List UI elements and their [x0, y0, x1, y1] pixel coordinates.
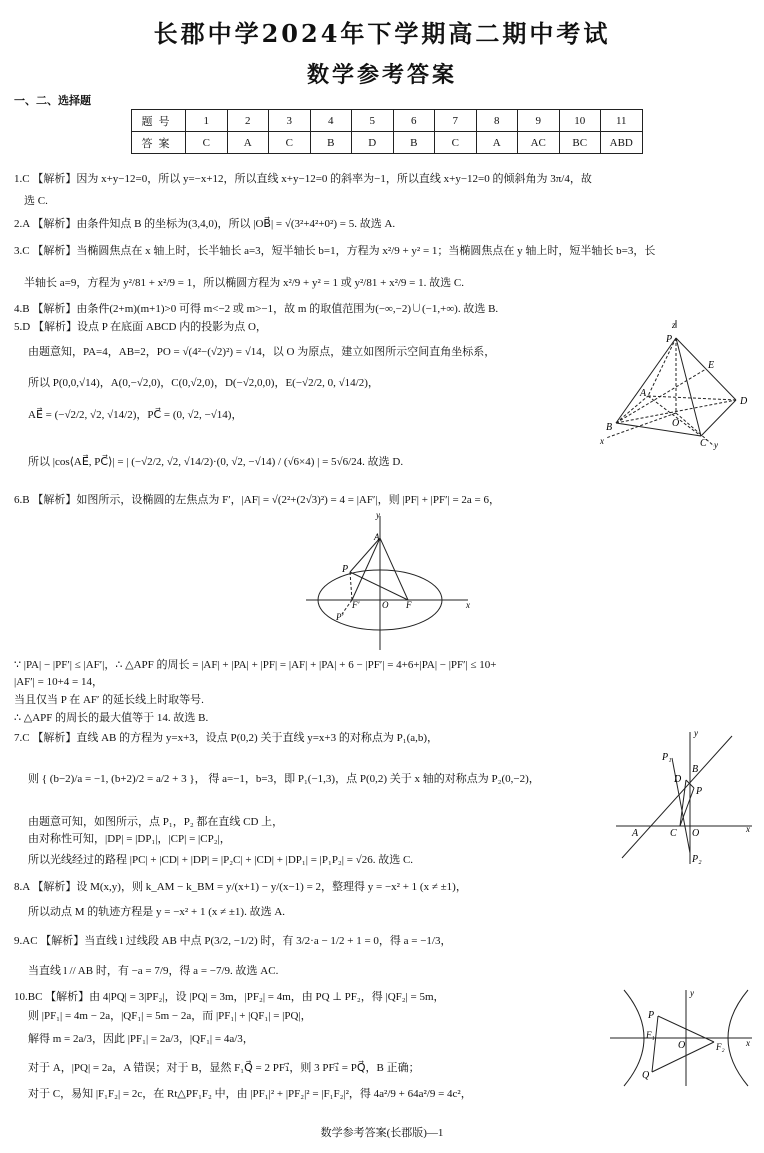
solution-line: 则 { (b−2)/a = −1, (b+2)/2 = a/2 + 3 }， 得 a=−1，b=3，即 P₁(−1,3)，点 P(0,2) 关于 x 轴的对称点为 P₂(0,−2)，	[28, 773, 540, 785]
solution-line: ∵ |PA| − |PF′| ≤ |AF′|，∴ △APF 的周长 = |AF| + |PA| + |PF| = |AF| + |PA| + 6 − |PF′| = 4+6+|PA| − |PF′| ≤ 10+	[14, 659, 497, 671]
reflection-figure	[612, 728, 757, 868]
reflection-label: D	[674, 774, 682, 785]
ellipse-label: F	[406, 600, 412, 610]
solution-line: 2.A 【解析】由条件知点 B 的坐标为(3,4,0)，所以 |OB⃗| = √(3²+4²+0²) = 5. 故选 A.	[14, 218, 396, 230]
ellipse-label: O	[382, 600, 389, 610]
pyramid-label: P	[666, 334, 673, 345]
hyperbola-label: y	[690, 988, 694, 998]
reflection-label: x	[746, 824, 750, 834]
solution-line: 解得 m = 2a/3，因此 |PF₁| = 2a/3，|QF₁| = 4a/3，	[28, 1033, 254, 1045]
question-number: 8	[476, 110, 518, 132]
answer-cell: B	[393, 132, 435, 154]
solution-line: AE⃗ = (−√2/2, √2, √14/2)，PC⃗ = (0, √2, −√14)，	[28, 409, 243, 421]
solution-line: 10.BC 【解析】由 4|PQ| = 3|PF₂|，设 |PQ| = 3m，|PF₂| = 4m，由 PQ ⊥ PF₂，得 |QF₂| = 5m，	[14, 991, 445, 1003]
row-label-number: 题号	[132, 110, 186, 132]
pyramid-label: C	[700, 438, 707, 449]
pyramid-figure	[596, 318, 756, 450]
solution-line: 则 |PF₁| = 4m − 2a，|QF₁| = 5m − 2a，而 |PF₁| + |QF₁| = |PQ|，	[28, 1010, 312, 1022]
solution-line: 3.C 【解析】当椭圆焦点在 x 轴上时，长半轴长 a=3，短半轴长 b=1，方程为 x²/9 + y² = 1；当椭圆焦点在 y 轴上时，短半轴长 b=3，长	[14, 245, 656, 257]
ellipse-label: A	[374, 532, 380, 542]
solution-line: 对于 C，易知 |F₁F₂| = 2c，在 Rt△PF₁F₂ 中，由 |PF₁|² + |PF₂|² = |F₁F₂|²，得 4a²/9 + 64a²/9 = 4c²，	[28, 1088, 472, 1100]
hyperbola-label: F₂	[716, 1042, 725, 1052]
answer-cell: BC	[559, 132, 601, 154]
pyramid-label: A	[640, 388, 647, 399]
pyramid-label: O	[672, 418, 680, 429]
section-heading: 一、二、选择题	[14, 94, 91, 107]
ellipse-figure	[300, 510, 480, 655]
hyperbola-label: Q	[642, 1070, 650, 1081]
solution-line: ∴ △APF 的周长的最大值等于 14. 故选 B.	[14, 712, 209, 724]
reflection-label: P₂	[692, 854, 702, 865]
solution-line: 8.A 【解析】设 M(x,y)，则 k_AM − k_BM = y/(x+1) − y/(x−1) = 2，整理得 y = −x² + 1 (x ≠ ±1)，	[14, 881, 467, 893]
solution-line: 由对称性可知，|DP| = |DP₁|，|CP| = |CP₂|，	[28, 833, 231, 845]
solution-line: 所以 P(0,0,√14)，A(0,−√2,0)，C(0,√2,0)，D(−√2,0,0)，E(−√2/2, 0, √14/2)，	[28, 377, 379, 389]
hyperbola-label: P	[648, 1010, 655, 1021]
exam-title: 长郡中学2024年下学期高二期中考试	[153, 19, 611, 48]
ellipse-label: P′	[336, 612, 344, 622]
answer-cell: D	[352, 132, 394, 154]
answer-table	[131, 109, 643, 154]
pyramid-label: y	[714, 440, 718, 450]
question-number: 6	[393, 110, 435, 132]
row-label-answer: 答案	[132, 132, 186, 154]
reflection-label: O	[692, 828, 700, 839]
answer-cell: C	[269, 132, 311, 154]
ellipse-label: x	[466, 600, 470, 610]
solution-line: 5.D 【解析】设点 P 在底面 ABCD 内的投影为点 O，	[14, 321, 267, 333]
question-number: 4	[310, 110, 352, 132]
answer-cell: ABD	[601, 132, 643, 154]
solution-line: 由题意可知，如图所示，点 P₁，P₂ 都在直线 CD 上，	[28, 816, 284, 828]
reflection-label: A	[632, 828, 639, 839]
solution-line: 4.B 【解析】由条件(2+m)(m+1)>0 可得 m<−2 或 m>−1，故 m 的取值范围为(−∞,−2)∪(−1,+∞). 故选 B.	[14, 303, 499, 315]
pyramid-label: E	[708, 360, 715, 371]
solution-line: 1.C 【解析】因为 x+y−12=0，所以 y=−x+12，所以直线 x+y−12=0 的斜率为−1，所以直线 x+y−12=0 的倾斜角为 3π/4，故	[14, 173, 592, 185]
solution-line: 当直线 l // AB 时，有 −a = 7/9，得 a = −7/9. 故选 AC.	[28, 965, 279, 977]
reflection-label: B	[692, 764, 699, 775]
solution-line: 所以光线经过的路程 |PC| + |CD| + |DP| = |P₂C| + |CD| + |DP₁| = |P₁P₂| = √26. 故选 C.	[28, 854, 414, 866]
reflection-label: C	[670, 828, 677, 839]
page-footer: 数学参考答案(长郡版)—1	[320, 1127, 444, 1139]
solution-line: 选 C.	[24, 195, 48, 207]
solution-line: 对于 A，|PQ| = 2a，A 错误；对于 B，显然 F₁Q⃗ = 2 PF₁⃗，则 3 PF₁⃗ = PQ⃗，B 正确；	[28, 1062, 420, 1074]
solution-line: 6.B 【解析】如图所示，设椭圆的左焦点为 F′，|AF| = √(2²+(2√3)²) = 4 = |AF′|，则 |PF| + |PF′| = 2a = 6，	[14, 494, 501, 506]
ellipse-label: y	[376, 510, 380, 520]
solution-line: 所以 |cos⟨AE⃗, PC⃗⟩| = | (−√2/2, √2, √14/2)·(0, √2, −√14) / (√6×4) | = 5√6/24. 故选 D.	[28, 456, 404, 468]
question-number: 11	[601, 110, 643, 132]
solution-line: 9.AC 【解析】当直线 l 过线段 AB 中点 P(3/2, −1/2) 时，有 3/2·a − 1/2 + 1 = 0，得 a = −1/3，	[14, 935, 452, 947]
question-number: 9	[518, 110, 560, 132]
pyramid-label: D	[740, 396, 748, 407]
ellipse-label: F′	[352, 600, 360, 610]
pyramid-label: x	[600, 436, 604, 446]
table-row	[132, 132, 643, 154]
answer-cell: A	[227, 132, 269, 154]
hyperbola-figure	[606, 986, 756, 1090]
reflection-label: P₁	[662, 752, 672, 763]
answer-cell: C	[186, 132, 228, 154]
answer-subtitle: 数学参考答案	[306, 63, 457, 88]
pyramid-label: B	[606, 422, 613, 433]
answer-cell: A	[476, 132, 518, 154]
hyperbola-label: O	[678, 1040, 686, 1051]
question-number: 10	[559, 110, 601, 132]
solution-line: |AF′| = 10+4 = 14，	[14, 676, 103, 688]
pyramid-label: z	[672, 320, 676, 330]
question-number: 5	[352, 110, 394, 132]
question-number: 1	[186, 110, 228, 132]
hyperbola-label: x	[746, 1038, 750, 1048]
ellipse-label: P	[342, 564, 349, 575]
solution-line: 7.C 【解析】直线 AB 的方程为 y=x+3，设点 P(0,2) 关于直线 y=x+3 的对称点为 P₁(a,b)，	[14, 732, 439, 744]
answer-cell: AC	[518, 132, 560, 154]
solution-line: 当且仅当 P 在 AF′ 的延长线上时取等号.	[14, 694, 204, 706]
solution-line: 半轴长 a=9，方程为 y²/81 + x²/9 = 1，所以椭圆方程为 x²/9 + y² = 1 或 y²/81 + x²/9 = 1. 故选 C.	[24, 277, 464, 289]
reflection-label: y	[694, 728, 698, 738]
question-number: 3	[269, 110, 311, 132]
hyperbola-label: F₁	[646, 1030, 655, 1040]
answer-cell: C	[435, 132, 477, 154]
solution-line: 由题意知，PA=4，AB=2，PO = √(4²−(√2)²) = √14，以 O 为原点，建立如图所示空间直角坐标系，	[28, 346, 496, 358]
question-number: 2	[227, 110, 269, 132]
question-number: 7	[435, 110, 477, 132]
reflection-label: P	[696, 786, 703, 797]
solution-line: 所以动点 M 的轨迹方程是 y = −x² + 1 (x ≠ ±1). 故选 A.	[28, 906, 286, 918]
answer-cell: B	[310, 132, 352, 154]
table-row	[132, 110, 643, 132]
